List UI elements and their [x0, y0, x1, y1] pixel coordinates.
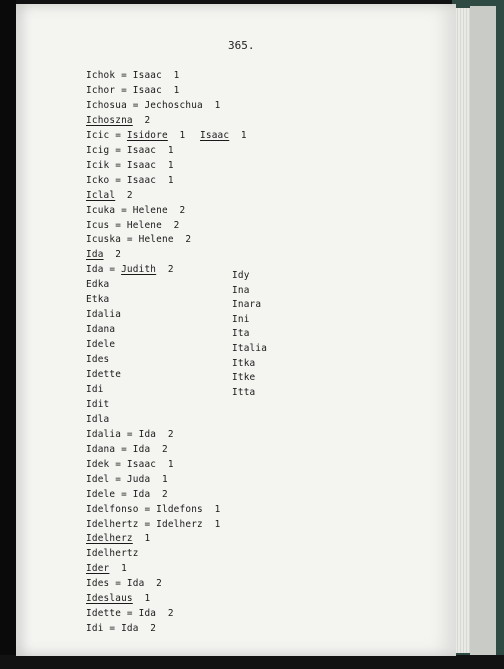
entry-text: Ichor = Isaac 1 [86, 84, 180, 96]
entry-line [86, 279, 109, 291]
entry-underlined-name: Ider [86, 563, 110, 575]
entry-line [86, 205, 185, 217]
entry-line [86, 578, 162, 590]
entry-text: Idette [86, 369, 122, 380]
entry-prefix: Ida = [86, 264, 122, 276]
entry-line [86, 85, 180, 97]
right-column-item: Itta [232, 386, 256, 398]
entry-suffix: 1 [167, 129, 186, 141]
entry-text: Icuka = Helene 2 [86, 204, 186, 216]
entry-line [86, 489, 168, 501]
entry-text: Idla [86, 413, 110, 425]
entry-suffix: 1 [109, 563, 127, 575]
right-column-item: Ini [232, 313, 250, 325]
entry-text: Idelhertz = Idelherz 1 [86, 518, 221, 530]
entry-line [86, 459, 174, 471]
entry-line [86, 309, 121, 321]
entry-text: Idele [86, 339, 116, 351]
entry-text: Idette = Ida 2 [86, 608, 174, 620]
entry-line [86, 533, 150, 545]
entry-line [86, 115, 150, 127]
entry-underlined-name: Judith [121, 264, 157, 276]
entry-line [86, 190, 133, 202]
entry-text: Idana [86, 324, 116, 336]
entry-line [86, 145, 174, 157]
right-column-item: Itke [232, 372, 256, 384]
entry-line [86, 354, 109, 366]
entry-extra: Isaac 1 [200, 129, 247, 141]
entry-line [86, 249, 121, 261]
entry-line [86, 429, 174, 441]
entry-suffix: 2 [103, 249, 122, 261]
entry-line [86, 100, 220, 112]
entry-line [86, 414, 109, 426]
entry-line [86, 324, 115, 336]
entry-underlined-name: Isidore [126, 129, 168, 141]
entry-suffix: 2 [156, 264, 174, 276]
entry-text: Idana = Ida 2 [86, 443, 168, 455]
entry-line [86, 339, 115, 351]
cover-inner-board [470, 6, 496, 656]
entry-line [86, 130, 185, 142]
right-column-item: Idy [232, 270, 250, 281]
entry-line [86, 399, 109, 411]
entry-line [86, 623, 156, 635]
entry-line [86, 519, 220, 531]
entry-underlined-name: Ida [86, 249, 104, 261]
entry-suffix: 2 [132, 114, 151, 126]
entry-underlined-name: Ideslaus [86, 593, 133, 605]
entry-line [86, 234, 191, 246]
right-column-item: Italia [232, 343, 268, 354]
entry-suffix: 2 [115, 189, 133, 201]
left-edge-shadow [0, 0, 16, 669]
entry-text: Ides [86, 354, 110, 366]
entry-text: Icus = Helene 2 [86, 219, 180, 231]
entry-text: Icig = Isaac 1 [86, 144, 174, 156]
entry-text: Idel = Juda 1 [86, 473, 168, 485]
entry-text: Idi = Ida 2 [86, 623, 157, 635]
right-column-item: Inara [232, 299, 262, 311]
entry-line [86, 474, 168, 486]
entry-line [86, 294, 109, 306]
book-page [16, 4, 456, 656]
entry-line [86, 160, 174, 172]
entry-text: Idit [86, 398, 110, 410]
entry-line [86, 444, 168, 456]
scan-bottom-margin [0, 655, 504, 669]
entry-text: Icko = Isaac 1 [86, 174, 174, 186]
entry-text: Idelfonso = Ildefons 1 [86, 503, 221, 515]
entry-line [86, 504, 220, 516]
entry-text: Idele = Ida 2 [86, 488, 168, 500]
entry-text: Idi [86, 383, 104, 395]
entry-underlined-name: Idelherz [86, 533, 133, 545]
entry-text: Edka [86, 279, 110, 291]
entry-line [86, 175, 174, 187]
entry-text: Ichok = Isaac 1 [86, 70, 180, 81]
entry-line [86, 369, 121, 381]
entry-text: Ichosua = Jechoschua 1 [86, 99, 221, 111]
entry-text: Etka [86, 294, 110, 306]
right-column-item: Itka [232, 357, 256, 369]
entry-line [86, 608, 174, 620]
entry-underlined-name: Iclal [86, 189, 116, 201]
entry-text: Idelhertz [86, 548, 139, 560]
entry-text: Idalia = Ida 2 [86, 428, 174, 440]
entry-text: Icik = Isaac 1 [86, 159, 174, 171]
entry-text: Icuska = Helene 2 [86, 234, 192, 246]
right-column-item: Ina [232, 284, 250, 296]
right-column-item: Ita [232, 328, 250, 340]
entry-line [86, 264, 174, 276]
entry-suffix: 1 [132, 533, 151, 545]
entry-text: Ides = Ida 2 [86, 578, 162, 590]
entry-line [86, 563, 127, 575]
entry-line [86, 220, 180, 232]
entry-underlined-name: Ichoszna [86, 114, 133, 126]
entry-suffix: 1 [132, 593, 151, 605]
entry-prefix: Icic = [86, 129, 127, 141]
entry-line [86, 548, 139, 560]
entry-line [86, 593, 150, 605]
entry-text: Idalia [86, 309, 122, 321]
entry-line [86, 384, 104, 396]
page-number: 365. [228, 39, 255, 52]
entry-text: Idek = Isaac 1 [86, 458, 174, 470]
entry-line [86, 70, 180, 82]
